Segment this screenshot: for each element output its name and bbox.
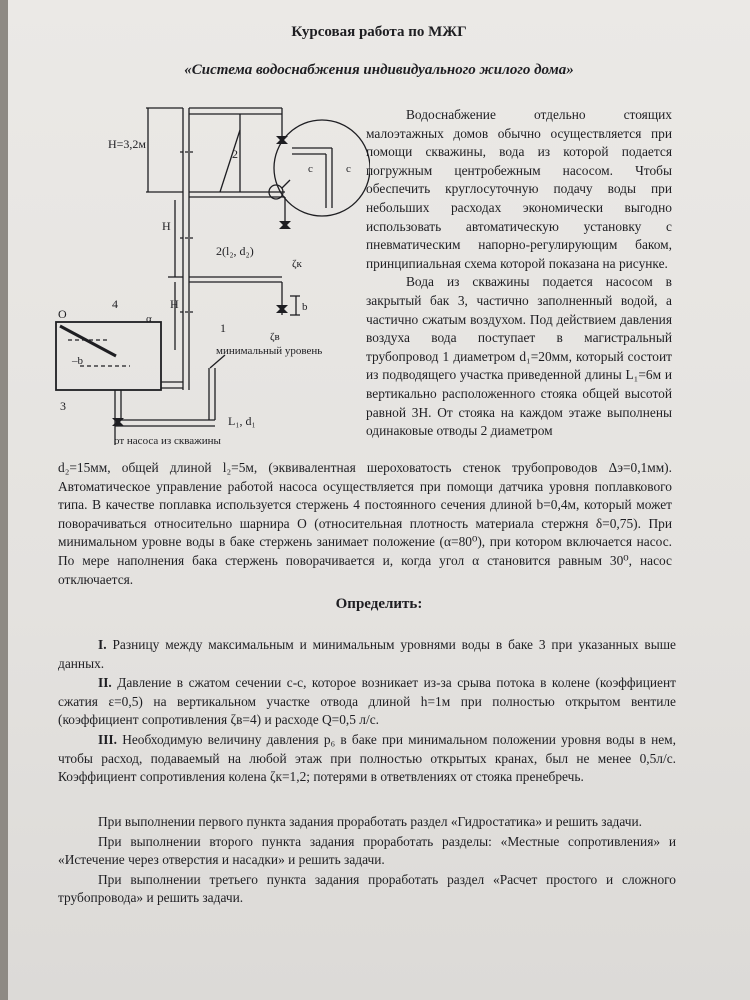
intro-text-block	[366, 106, 672, 441]
question-text: Разницу между максимальным и минимальным уровнями воды в баке 3 при указанных выше данных.	[58, 637, 676, 671]
valve-icon	[112, 420, 124, 426]
intro-paragraph-2: Вода из скважины подается насосом в закрытый бак 3, частично заполненный водой, а частично сжатым воздухом. Под действием давления воздуха вода поступает в магистральный трубопровод 1 диаметром d₁=20мм, который состоит из подводящего участка приведенной длины L₁=6м и вертикально расположенного стояка общей высотой равной 3Н. От стояка на каждом этаже выполнены одинаковые отводы 2 диаметром	[366, 274, 672, 439]
water-supply-diagram	[50, 100, 370, 470]
page-subtitle: «Система водоснабжения индивидуального жилого дома»	[184, 62, 574, 78]
label-c-right: с	[346, 163, 351, 175]
label-from-pump: от насоса из скважины	[114, 435, 221, 447]
questions-list	[58, 636, 676, 788]
question-number: I.	[98, 637, 107, 652]
label-h-low: Н	[170, 297, 179, 311]
label-zeta-k: ζк	[292, 258, 302, 270]
question-number: II.	[98, 675, 112, 691]
page-title: Курсовая работа по МЖГ	[291, 24, 467, 40]
continued-paragraph: d₂=15мм, общей длиной l₂=5м, (эквивалентная шероховатость стенок трубопроводов Δэ=0,1мм). Автоматическое управление работой насоса осуществляется при помощи датчика уровня поплавкового типа. В качестве поплавка используется стержень 4 постоянного сечения длиной b=0,4м, который может поворачиваться относительно шарнира О (относительная плотность материала стержня δ=0,75). При минимальном уровне воды в баке стержень занимает положение (α=80⁰), при котором включается насос. По мере наполнения бака стержень поворачивается и, когда угол α становится равным 30⁰, насос отключается.	[58, 460, 672, 587]
label-l1-d1: L₁, d₁	[228, 414, 256, 428]
note-paragraph: При выполнении первого пункта задания проработать раздел «Гидростатика» и решить задачи.	[98, 814, 642, 829]
label-min-level: минимальный уровень	[216, 345, 323, 357]
note-paragraph: При выполнении второго пункта задания проработать разделы: «Местные сопротивления» и «Истечение через отверстия и насадки» и решить задачи.	[58, 833, 676, 868]
label-o: О	[58, 307, 67, 321]
valve-icon	[276, 138, 288, 144]
intro-paragraph-1: Водоснабжение отдельно стоящих малоэтажных домов обычно осуществляется при помощи скважины, вода из которой подается погружным центробежным насосом. Чтобы обеспечить круглосуточную подачу воды при небольших расходах экономически выгодно использовать автоматическую установку с пневматическим напорно-регулирующим баком, принципиальная схема которой показана на рисунке.	[366, 107, 672, 271]
valve-icons	[112, 136, 291, 426]
label-one: 1	[220, 321, 226, 335]
valve-icon	[279, 223, 291, 229]
label-four: 4	[112, 297, 118, 311]
question-item	[58, 731, 676, 787]
label-alpha: α	[146, 313, 152, 325]
determine-heading: Определить:	[335, 596, 423, 612]
label-minus-b: –b	[72, 355, 83, 367]
label-zeta-v: ζв	[270, 331, 280, 343]
label-pipe-2: 2	[232, 147, 238, 161]
label-three: 3	[60, 399, 66, 413]
note-paragraph: При выполнении третьего пункта задания проработать раздел «Расчет простого и сложного трубопровода» и решить задачи.	[58, 871, 676, 906]
label-h-top: Н=3,2м	[108, 137, 147, 151]
question-item	[58, 674, 676, 730]
question-text: Давление в сжатом сечении с-с, которое возникает из-за срыва потока в колене (коэффициент сжатия ε=0,5) на вертикальном участке отвода длиной h=1м при полностью открытом вентиле (коэффициент сопротивления ζв=4) и расходе Q=0,5 л/с.	[58, 675, 676, 728]
label-branch: 2(l₂, d₂)	[216, 244, 254, 258]
valve-icon	[276, 307, 288, 313]
label-h-mid: Н	[162, 219, 171, 233]
question-text: Необходимую величину давления р₆ в баке при минимальном положении уровня воды в нем, чтобы расход, подаваемый на любой этаж при полностью открытых кранах, был не менее 0,5л/с. Коэффициент сопротивления колена ζк=1,2; потерями в ответвлениях от стояка пренебречь.	[58, 731, 676, 785]
label-b-dim: b	[302, 301, 308, 313]
notes-block	[58, 813, 676, 909]
label-c-left: с	[308, 163, 313, 175]
paper-sheet	[8, 0, 750, 1000]
question-item	[58, 636, 676, 673]
question-number: III.	[98, 731, 117, 747]
